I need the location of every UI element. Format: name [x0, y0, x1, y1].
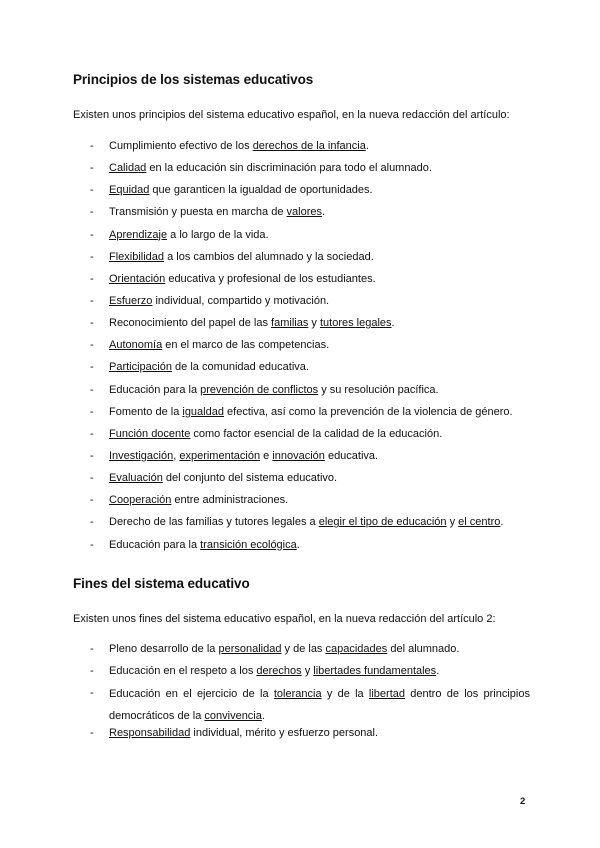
underlined-term: Cooperación: [109, 494, 172, 507]
underlined-term: Participación: [109, 361, 172, 374]
underlined-term: familias: [271, 317, 309, 330]
list-item: [90, 406, 530, 428]
item-text: dentro de los principios democráticos de la: [109, 687, 530, 722]
list-item: [90, 162, 530, 184]
list-item: [90, 295, 530, 317]
underlined-term: Calidad: [109, 162, 147, 175]
underlined-term: derechos de la infancia: [252, 140, 366, 152]
item-text: educativa y profesional de los estudiantes.: [165, 272, 376, 285]
list-item: [90, 727, 530, 749]
item-text: Derecho de las familias y tutores legales a: [109, 516, 319, 529]
item-text: de la comunidad educativa.: [171, 361, 309, 374]
item-text: Reconocimiento del papel de las: [109, 317, 272, 330]
underlined-term: convivencia: [204, 709, 262, 722]
item-text: y de las: [281, 643, 326, 655]
item-text: Cumplimiento efectivo de los: [109, 140, 253, 152]
bullet-dash: -: [90, 383, 94, 396]
item-text: individual, compartido y motivación.: [152, 294, 330, 307]
item-text: Educación en el ejercicio de la: [109, 687, 274, 700]
item-text: Educación en el respeto a los: [109, 665, 257, 678]
bullet-dash: -: [90, 317, 94, 330]
list-item: [90, 206, 530, 228]
bullet-dash: -: [90, 516, 94, 529]
section-title-fines: Fines del sistema educativo: [73, 576, 250, 591]
underlined-term: experimentación: [179, 449, 261, 462]
list-item: [90, 643, 530, 665]
list-item: [90, 516, 530, 538]
item-text: Educación para la: [109, 538, 201, 551]
underlined-term: Función docente: [109, 427, 191, 440]
bullet-dash: -: [90, 472, 94, 485]
list-item: [90, 683, 530, 727]
item-text: .: [321, 206, 326, 219]
item-text: e: [260, 449, 273, 462]
list-item: [90, 317, 530, 339]
item-text: entre administraciones.: [171, 494, 289, 507]
list-item: [90, 339, 530, 361]
underlined-term: elegir el tipo de educación: [318, 516, 447, 529]
bullet-dash: -: [90, 162, 94, 175]
page-number: 2: [520, 796, 526, 807]
item-text: a los cambios del alumnado y la sociedad.: [164, 250, 374, 263]
item-text: y de la: [321, 687, 369, 700]
section-intro-principios: Existen unos principios del sistema educativo español, en la nueva redacción del artículo:: [73, 109, 510, 121]
list-item: [90, 428, 530, 450]
bullet-dash: -: [90, 494, 94, 507]
underlined-term: Orientación: [109, 272, 166, 285]
list-item: [90, 494, 530, 516]
list-item: [90, 229, 530, 251]
underlined-term: Esfuerzo: [109, 294, 153, 307]
underlined-term: Responsabilidad: [109, 726, 191, 739]
section-intro-fines: Existen unos fines del sistema educativo español, en la nueva redacción del artículo 2:: [73, 613, 496, 625]
underlined-term: Autonomía: [109, 339, 163, 352]
item-text: .: [365, 140, 369, 152]
list-item: [90, 361, 530, 383]
item-text: y: [308, 317, 320, 330]
item-text: .: [261, 709, 265, 722]
item-text: y su resolución pacífica.: [318, 383, 439, 396]
item-text: .: [500, 516, 504, 529]
bullet-dash: -: [90, 228, 94, 241]
item-text: Pleno desarrollo de la: [109, 643, 219, 655]
underlined-term: Aprendizaje: [109, 228, 168, 241]
item-text: y: [301, 665, 314, 678]
bullet-dash: -: [90, 294, 94, 307]
underlined-term: Equidad: [109, 184, 150, 197]
underlined-term: derechos: [256, 665, 302, 678]
item-text: efectiva, así como la prevención de la violencia de género.: [223, 405, 513, 418]
item-text: a lo largo de la vida.: [167, 228, 269, 241]
underlined-term: Evaluación: [109, 472, 163, 485]
list-item: [90, 450, 530, 472]
item-text: .: [391, 317, 395, 330]
bullet-dash: -: [90, 726, 94, 739]
bullet-dash: -: [90, 643, 94, 655]
section-title-principios: Principios de los sistemas educativos: [73, 72, 314, 87]
underlined-term: libertades fundamentales: [313, 665, 437, 678]
bullet-dash: -: [90, 449, 94, 462]
list-item: [90, 140, 530, 162]
list-item: [90, 472, 530, 494]
item-text: en el marco de las competencias.: [162, 339, 330, 352]
bullet-dash: -: [90, 687, 94, 700]
item-text: individual, mérito y esfuerzo personal.: [190, 726, 379, 739]
underlined-term: personalidad: [218, 643, 282, 655]
item-text: .: [296, 538, 300, 551]
bullet-dash: -: [90, 538, 94, 551]
bullet-dash: -: [90, 665, 94, 678]
item-text: que garanticen la igualdad de oportunidades.: [149, 184, 373, 197]
bullet-dash: -: [90, 140, 94, 152]
underlined-term: libertad: [368, 687, 405, 700]
underlined-term: transición ecológica: [200, 538, 297, 551]
item-text: y: [446, 516, 459, 529]
item-text: como factor esencial de la calidad de la educación.: [190, 427, 443, 440]
item-text: en la educación sin discriminación para todo el alumnado.: [146, 162, 432, 175]
list-item: [90, 251, 530, 273]
underlined-term: capacidades: [325, 643, 388, 655]
underlined-term: valores: [286, 206, 322, 219]
list-item: [90, 273, 530, 295]
bullet-dash: -: [90, 184, 94, 197]
item-text: Fomento de la: [109, 405, 183, 418]
bullet-dash: -: [90, 272, 94, 285]
underlined-term: tolerancia: [273, 687, 322, 700]
underlined-term: Flexibilidad: [109, 250, 165, 263]
underlined-term: tutores legales: [319, 317, 392, 330]
item-text: .: [436, 665, 440, 678]
underlined-term: prevención de conflictos: [200, 383, 319, 396]
list-item: [90, 539, 530, 561]
bullet-dash: -: [90, 405, 94, 418]
item-text: educativa.: [324, 449, 379, 462]
bullet-dash: -: [90, 250, 94, 263]
item-text: ,: [173, 449, 180, 462]
bullet-dash: -: [90, 361, 94, 374]
bullet-dash: -: [90, 427, 94, 440]
item-text: del alumnado.: [387, 643, 460, 655]
item-text: Educación para la: [109, 383, 201, 396]
underlined-term: Investigación: [109, 449, 174, 462]
item-text: del conjunto del sistema educativo.: [162, 472, 338, 485]
list-item: [90, 384, 530, 406]
fines-list: [90, 643, 530, 749]
bullet-dash: -: [90, 339, 94, 352]
underlined-term: innovación: [272, 449, 325, 462]
bullet-dash: -: [90, 206, 94, 219]
item-text: Transmisión y puesta en marcha de: [109, 206, 287, 219]
underlined-term: el centro: [458, 516, 501, 529]
list-item: [90, 184, 530, 206]
underlined-term: igualdad: [182, 405, 224, 418]
principios-list: [90, 140, 530, 561]
